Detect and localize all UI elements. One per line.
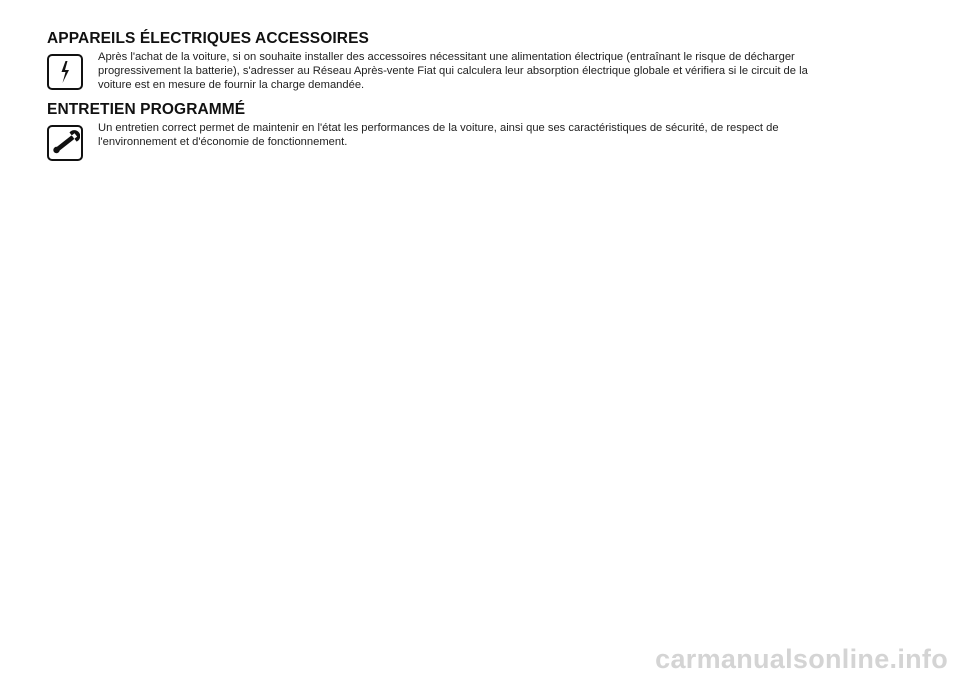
wrench-icon bbox=[47, 125, 83, 161]
section-scheduled-maintenance bbox=[47, 101, 867, 161]
watermark: carmanualsonline.info bbox=[655, 644, 948, 674]
section-paragraph: Un entretien correct permet de maintenir en l'état les performances de la voiture, ainsi que ses caractéristiques de sécurité, de respect de l'environnement et d'économie de fonctionnement. bbox=[98, 122, 779, 148]
section-heading: ENTRETIEN PROGRAMMÉ bbox=[47, 101, 246, 118]
section-body bbox=[47, 122, 867, 161]
section-electrical-accessories bbox=[47, 30, 867, 92]
lightning-bolt-icon bbox=[47, 54, 83, 90]
section-body bbox=[47, 51, 867, 92]
section-paragraph: Après l'achat de la voiture, si on souhaite installer des accessoires nécessitant une alimentation électrique (entraînant le risque de décharger progressivement la batterie), s'adresser au Réseau Après-vente Fiat qui calculera leur absorption électrique globale et vérifiera si le circuit de la voiture est en mesure de fournir la charge demandée. bbox=[98, 51, 808, 91]
section-heading: APPAREILS ÉLECTRIQUES ACCESSOIRES bbox=[47, 30, 369, 47]
